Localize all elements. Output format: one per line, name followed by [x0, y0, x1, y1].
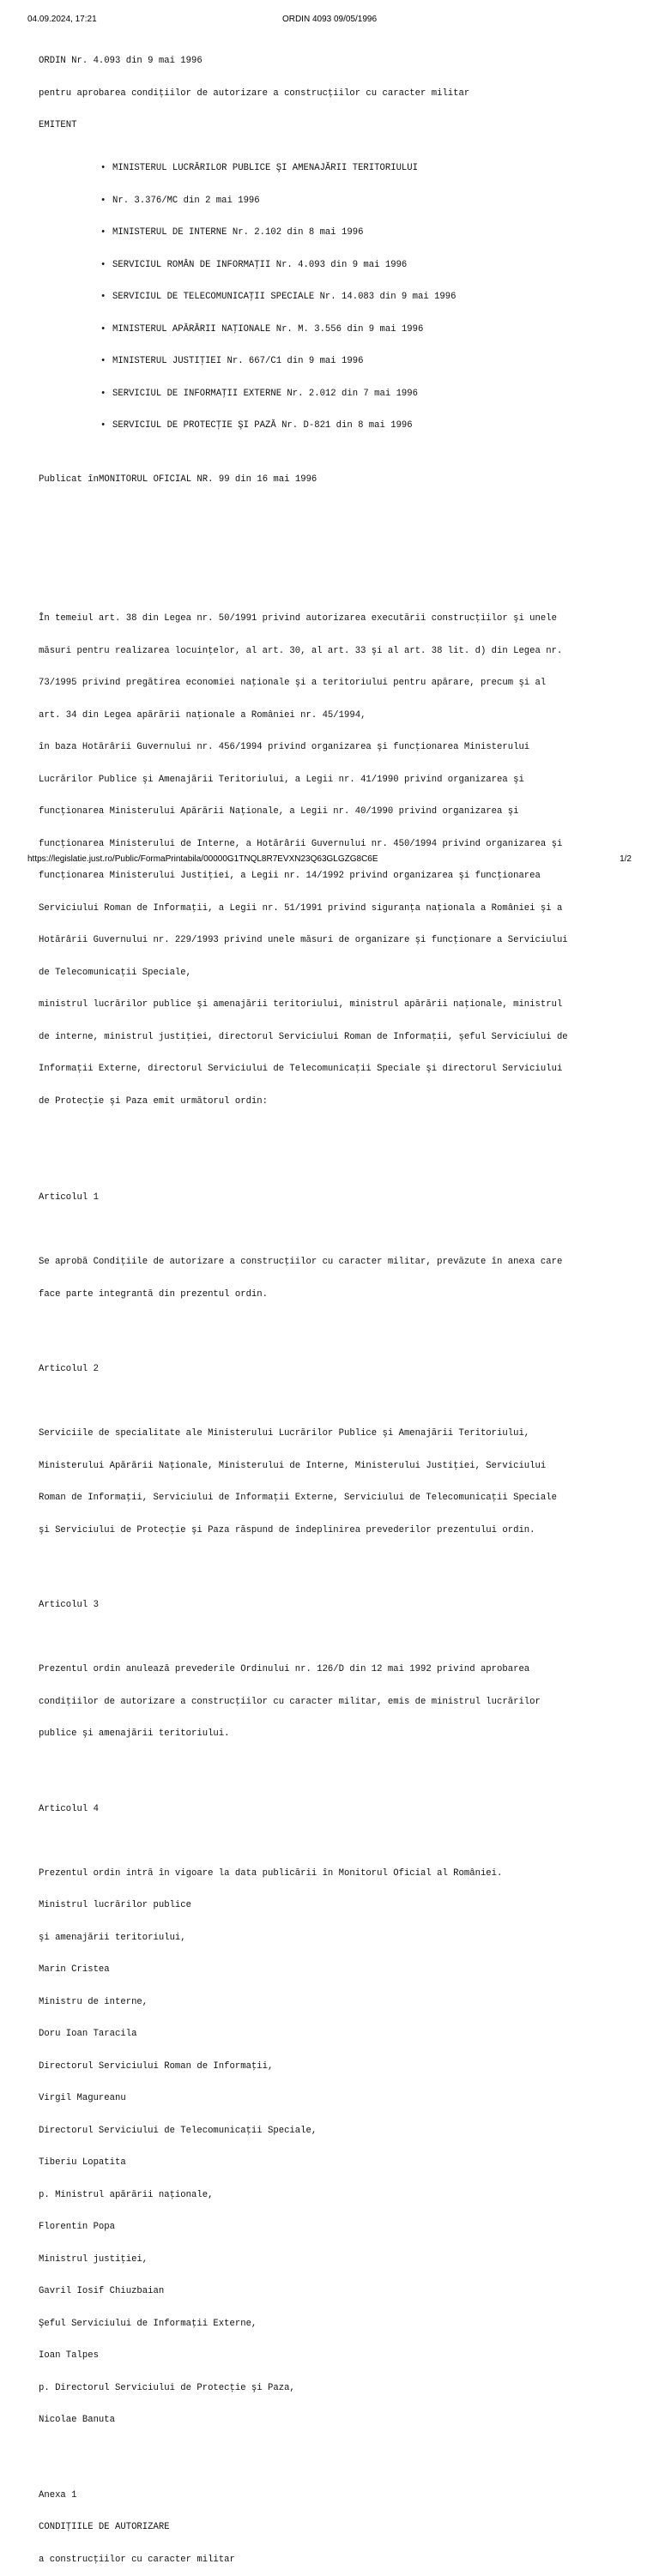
signatory-line: Doru Ioan Taracila — [39, 2029, 137, 2039]
preamble-line: de interne, ministrul justiţiei, directorul Serviciului Roman de Informaţii, şeful Serviciului de — [39, 1031, 568, 1042]
preamble-line: funcţionarea Ministerului Apărării Naţionale, a Legii nr. 40/1990 privind organizarea şi — [39, 806, 519, 817]
article-3-line: Prezentul ordin anulează prevederile Ordinului nr. 126/D din 12 mai 1992 privind aprobarea — [39, 1664, 530, 1674]
article-3-title: Articolul 3 — [39, 1600, 99, 1610]
article-2-title: Articolul 2 — [39, 1364, 99, 1374]
emitent-label: EMITENT — [39, 120, 77, 130]
emitent-list — [39, 142, 639, 453]
preamble-line: ministrul lucrărilor publice şi amenajării teritoriului, ministrul apărării naţionale, ministrul — [39, 999, 563, 1010]
emitent-row — [39, 120, 639, 131]
preamble-line: în baza Hotărârii Guvernului nr. 456/1994 privind organizarea şi funcţionarea Ministerului — [39, 742, 530, 752]
preamble-line: de Telecomunicaţii Speciale, — [39, 967, 192, 978]
article-4-line: Prezentul ordin intră în vigoare la data publicării în Monitorul Oficial al României. — [39, 1867, 503, 1879]
publicat-label: Publicat în — [39, 474, 99, 485]
signatory-line: Ioan Talpes — [39, 2350, 99, 2361]
order-number: ORDIN Nr. 4.093 din 9 mai 1996 — [39, 56, 203, 66]
preamble-line: În temeiul art. 38 din Legea nr. 50/1991 privind autorizarea executării construcţiilor şi unele — [39, 613, 557, 624]
emitent-item: • SERVICIUL DE PROTECŢIE ŞI PAZĂ Nr. D-821 din 8 mai 1996 — [99, 420, 639, 431]
article-2-line: Serviciile de specialitate ale Ministerului Lucrărilor Publice şi Amenajării Teritoriului, — [39, 1428, 530, 1439]
signatory-line: Virgil Magureanu — [39, 2093, 126, 2103]
signatory-line: Directorul Serviciului de Telecomunicaţii Speciale, — [39, 2125, 317, 2136]
signatory-line: Florentin Popa — [39, 2222, 116, 2232]
preamble-line: Serviciului Roman de Informaţii, a Legii nr. 51/1991 privind siguranţa naţionala a României şi a — [39, 902, 563, 914]
publicat-row — [39, 474, 639, 486]
order-subject: pentru aprobarea condițiilor de autorizare a construcțiilor cu caracter militar — [39, 87, 470, 99]
annex-heading: CONDIŢIILE DE AUTORIZARE — [39, 2522, 170, 2532]
preamble-line: funcţionarea Ministerului de Interne, a Hotărârii Guvernului nr. 450/1994 privind organizarea şi — [39, 838, 563, 849]
preamble-line: 73/1995 privind pregătirea economiei naţionale şi a teritoriului pentru apărare, precum şi al — [39, 678, 547, 688]
signatory-line: Ministru de interne, — [39, 1996, 148, 2007]
emitent-item: • MINISTERUL JUSTIŢIEI Nr. 667/C1 din 9 mai 1996 — [99, 356, 639, 367]
emitent-item: • Nr. 3.376/MC din 2 mai 1996 — [99, 196, 639, 207]
article-1-title: Articolul 1 — [39, 1192, 99, 1203]
preamble-line: Hotărârii Guvernului nr. 229/1993 privind unele măsuri de organizare şi funcţionare a Serviciului — [39, 935, 568, 945]
signatory-line: Ministrul justiţiei, — [39, 2253, 148, 2265]
signatory-line: Şeful Serviciului de Informaţii Externe, — [39, 2318, 257, 2329]
article-1-line: face parte integrantă din prezentul ordin. — [39, 1288, 269, 1300]
signatory-line: p. Ministrul apărării naţionale, — [39, 2189, 214, 2200]
emitent-item: • SERVICIUL ROMÂN DE INFORMAŢII Nr. 4.093 din 9 mai 1996 — [99, 260, 639, 271]
preamble-line: art. 34 din Legea apărării naţionale a României nr. 45/1994, — [39, 709, 366, 721]
signatory-line: Marin Cristea — [39, 1964, 110, 1975]
signatory-line: Directorul Serviciului Roman de Informaţii, — [39, 2060, 274, 2072]
preamble-line: măsuri pentru realizarea locuinţelor, al art. 30, al art. 33 şi al art. 38 lit. d) din Legea nr. — [39, 645, 563, 656]
annex-title: Anexa 1 — [39, 2489, 77, 2501]
emitent-item: • MINISTERUL DE INTERNE Nr. 2.102 din 8 mai 1996 — [99, 227, 639, 238]
signatory-line: Gavril Iosif Chiuzbaian — [39, 2286, 165, 2296]
preamble-line: funcţionarea Ministerului Justiţiei, a Legii nr. 14/1992 privind organizarea şi funcţionarea — [39, 871, 541, 881]
annex-subheading: a construcţiilor cu caracter militar — [39, 2554, 235, 2565]
print-date: 04.09.2024, 17:21 — [27, 15, 97, 24]
signatory-line: Ministrul lucrărilor publice — [39, 1900, 192, 1910]
article-2-line: şi Serviciului de Protecţie şi Paza răspund de îndeplinirea prevederilor prezentului ordin. — [39, 1524, 535, 1535]
article-2-line: Roman de Informaţii, Serviciului de Informaţii Externe, Serviciului de Telecomunicaţii Speciale — [39, 1493, 557, 1503]
signatory-line: şi amenajării teritoriului, — [39, 1932, 186, 1943]
article-2-line: Ministerului Apărării Naţionale, Ministerului de Interne, Ministerului Justiţiei, Serviciului — [39, 1460, 547, 1471]
article-3-line: condiţiilor de autorizare a construcţiilor cu caracter militar, emis de ministrul lucrărilor — [39, 1696, 541, 1707]
source-url: https://legislatie.just.ro/Public/FormaPrintabila/00000G1TNQL8R7EVXN23Q63GLGZG8C6E — [27, 854, 378, 864]
emitent-item: • MINISTERUL APĂRĂRII NAŢIONALE Nr. M. 3.556 din 9 mai 1996 — [99, 324, 639, 335]
emitent-item: • MINISTERUL LUCRĂRILOR PUBLICE ŞI AMENAJĂRII TERITORIULUI — [99, 163, 639, 174]
signatory-line: Nicolae Banuta — [39, 2415, 116, 2425]
preamble-line: Informaţii Externe, directorul Serviciului de Telecomunicaţii Speciale şi directorul Serviciului — [39, 1064, 563, 1074]
preamble-line: de Protecţie şi Paza emit următorul ordin: — [39, 1095, 269, 1107]
page-number: 1/2 — [620, 854, 632, 864]
print-doc-title: ORDIN 4093 09/05/1996 — [281, 15, 378, 24]
article-4-title: Articolul 4 — [39, 1803, 99, 1814]
signatory-line: p. Directorul Serviciului de Protecţie şi Paza, — [39, 2382, 295, 2393]
article-1-line: Se aprobă Condiţiile de autorizare a construcţiilor cu caracter militar, prevăzute în anexa care — [39, 1257, 563, 1267]
emitent-item: • SERVICIUL DE TELECOMUNICAŢII SPECIALE Nr. 14.083 din 9 mai 1996 — [99, 292, 639, 303]
publicat-value: MONITORUL OFICIAL NR. 99 din 16 mai 1996 — [99, 474, 317, 485]
preamble-line: Lucrărilor Publice şi Amenajării Teritoriului, a Legii nr. 41/1990 privind organizarea şi — [39, 774, 524, 785]
signatory-line: Tiberiu Lopatita — [39, 2157, 126, 2168]
article-3-line: publice şi amenajării teritoriului. — [39, 1728, 230, 1739]
document-body — [39, 34, 639, 2576]
emitent-item: • SERVICIUL DE INFORMAŢII EXTERNE Nr. 2.012 din 7 mai 1996 — [99, 389, 639, 400]
